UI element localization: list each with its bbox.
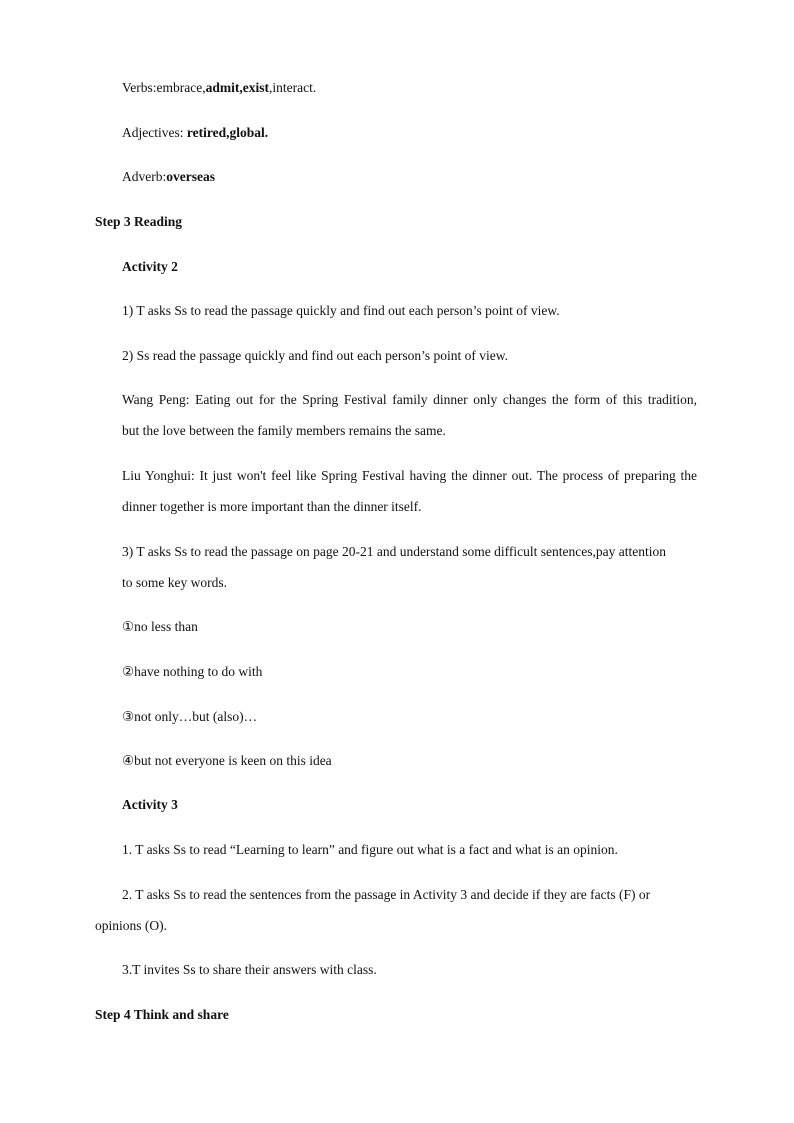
activity3-item3: 3.T invites Ss to share their answers with class. [122, 962, 377, 977]
adverb-value: overseas [166, 169, 215, 184]
verb-exist: exist [242, 80, 269, 95]
adjectives-value: retired,global. [186, 125, 269, 140]
verbs-line [122, 79, 316, 97]
key-phrase-4: ④but not everyone is keen on this idea [122, 753, 332, 768]
liu-yonghui-line2: dinner together is more important than the dinner itself. [122, 499, 422, 514]
activity3-heading: Activity 3 [122, 797, 178, 812]
adverb-label: Adverb: [122, 169, 167, 184]
key-phrase-3: ③not only…but (also)… [122, 709, 258, 724]
activity2-item3-line1: 3) T asks Ss to read the passage on page 20-21 and understand some difficult sentences,pay attention [122, 544, 666, 559]
adjectives-label: Adjectives: [122, 125, 184, 140]
adjectives-line [122, 124, 268, 142]
activity2-item2: 2) Ss read the passage quickly and find out each person’s point of view. [122, 348, 509, 363]
wang-peng-line2: but the love between the family members remains the same. [122, 423, 446, 438]
verb-interact: ,interact. [268, 80, 317, 95]
step3-heading: Step 3 Reading [95, 214, 183, 229]
verb-admit: admit, [205, 80, 243, 95]
activity3-item1: 1. T asks Ss to read “Learning to learn” and figure out what is a fact and what is an opinion. [122, 842, 618, 857]
liu-yonghui-line1: Liu Yonghui: It just won't feel like Spring Festival having the dinner out. The process of preparing the [122, 468, 697, 483]
activity2-item3-line2: to some key words. [122, 575, 227, 590]
adverb-line [122, 168, 215, 186]
wang-peng-line1: Wang Peng: Eating out for the Spring Festival family dinner only changes the form of this tradition, [122, 392, 697, 407]
activity2-heading: Activity 2 [122, 259, 178, 274]
activity3-item2-line1: 2. T asks Ss to read the sentences from the passage in Activity 3 and decide if they are facts (F) or [122, 887, 651, 902]
step4-heading: Step 4 Think and share [95, 1007, 229, 1022]
key-phrase-1: ①no less than [122, 619, 198, 634]
activity3-item2-line2: opinions (O). [95, 918, 167, 933]
activity2-item1: 1) T asks Ss to read the passage quickly and find out each person’s point of view. [122, 303, 560, 318]
verbs-label: Verbs: [122, 80, 157, 95]
key-phrase-2: ②have nothing to do with [122, 664, 263, 679]
verb-embrace: embrace, [156, 80, 206, 95]
